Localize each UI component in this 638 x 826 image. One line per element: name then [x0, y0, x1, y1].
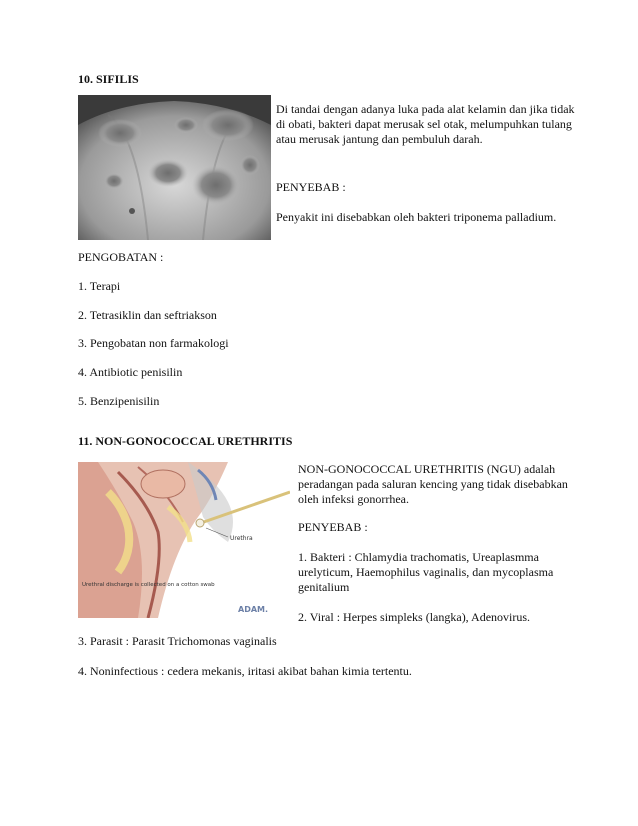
section-10-description: Di tandai dengan adanya luka pada alat kelamin dan jika tidak di obati, bakteri dapat merusak sel otak, melumpuhkan tulang atau merusak jantung dan pembuluh darah.: [276, 102, 575, 146]
treatment-item: 4. Antibiotic penisilin: [78, 365, 183, 379]
section-11-cause-label: PENYEBAB :: [298, 520, 368, 534]
urethra-illustration: [78, 462, 290, 618]
section-10-heading: 10. SIFILIS: [78, 72, 139, 86]
urethra-label: Urethra: [230, 535, 253, 542]
treatment-item: 3. Pengobatan non farmakologi: [78, 336, 229, 350]
cause-item: 3. Parasit : Parasit Trichomonas vaginalis: [78, 634, 277, 648]
section-10-cause-text: Penyakit ini disebabkan oleh bakteri triponema palladium.: [276, 210, 557, 224]
cause-item: 4. Noninfectious : cedera mekanis, iritasi akibat bahan kimia tertentu.: [78, 664, 412, 678]
treatment-label: PENGOBATAN :: [78, 250, 164, 264]
section-11-description: NON-GONOCOCCAL URETHRITIS (NGU) adalah peradangan pada saluran kencing yang tidak disebabkan oleh infeksi gonorrhea.: [298, 462, 568, 506]
adam-logo: ADAM.: [238, 605, 269, 614]
cause-item: 1. Bakteri : Chlamydia trachomatis, Ureaplasmma urelyticum, Haemophilus vaginalis, dan mycoplasma genitalium: [298, 550, 554, 594]
section-10-cause-label: PENYEBAB :: [276, 180, 346, 194]
section-11-heading: 11. NON-GONOCOCCAL URETHRITIS: [78, 434, 293, 448]
cause-item: 2. Viral : Herpes simpleks (langka), Adenovirus.: [298, 610, 531, 624]
treatment-item: 2. Tetrasiklin dan seftriakson: [78, 308, 217, 322]
illustration-caption: Urethral discharge is collected on a cotton swab: [82, 582, 215, 588]
treatment-item: 1. Terapi: [78, 279, 121, 293]
treatment-item: 5. Benzipenisilin: [78, 394, 160, 408]
syphilis-rash-photo: [78, 95, 271, 240]
